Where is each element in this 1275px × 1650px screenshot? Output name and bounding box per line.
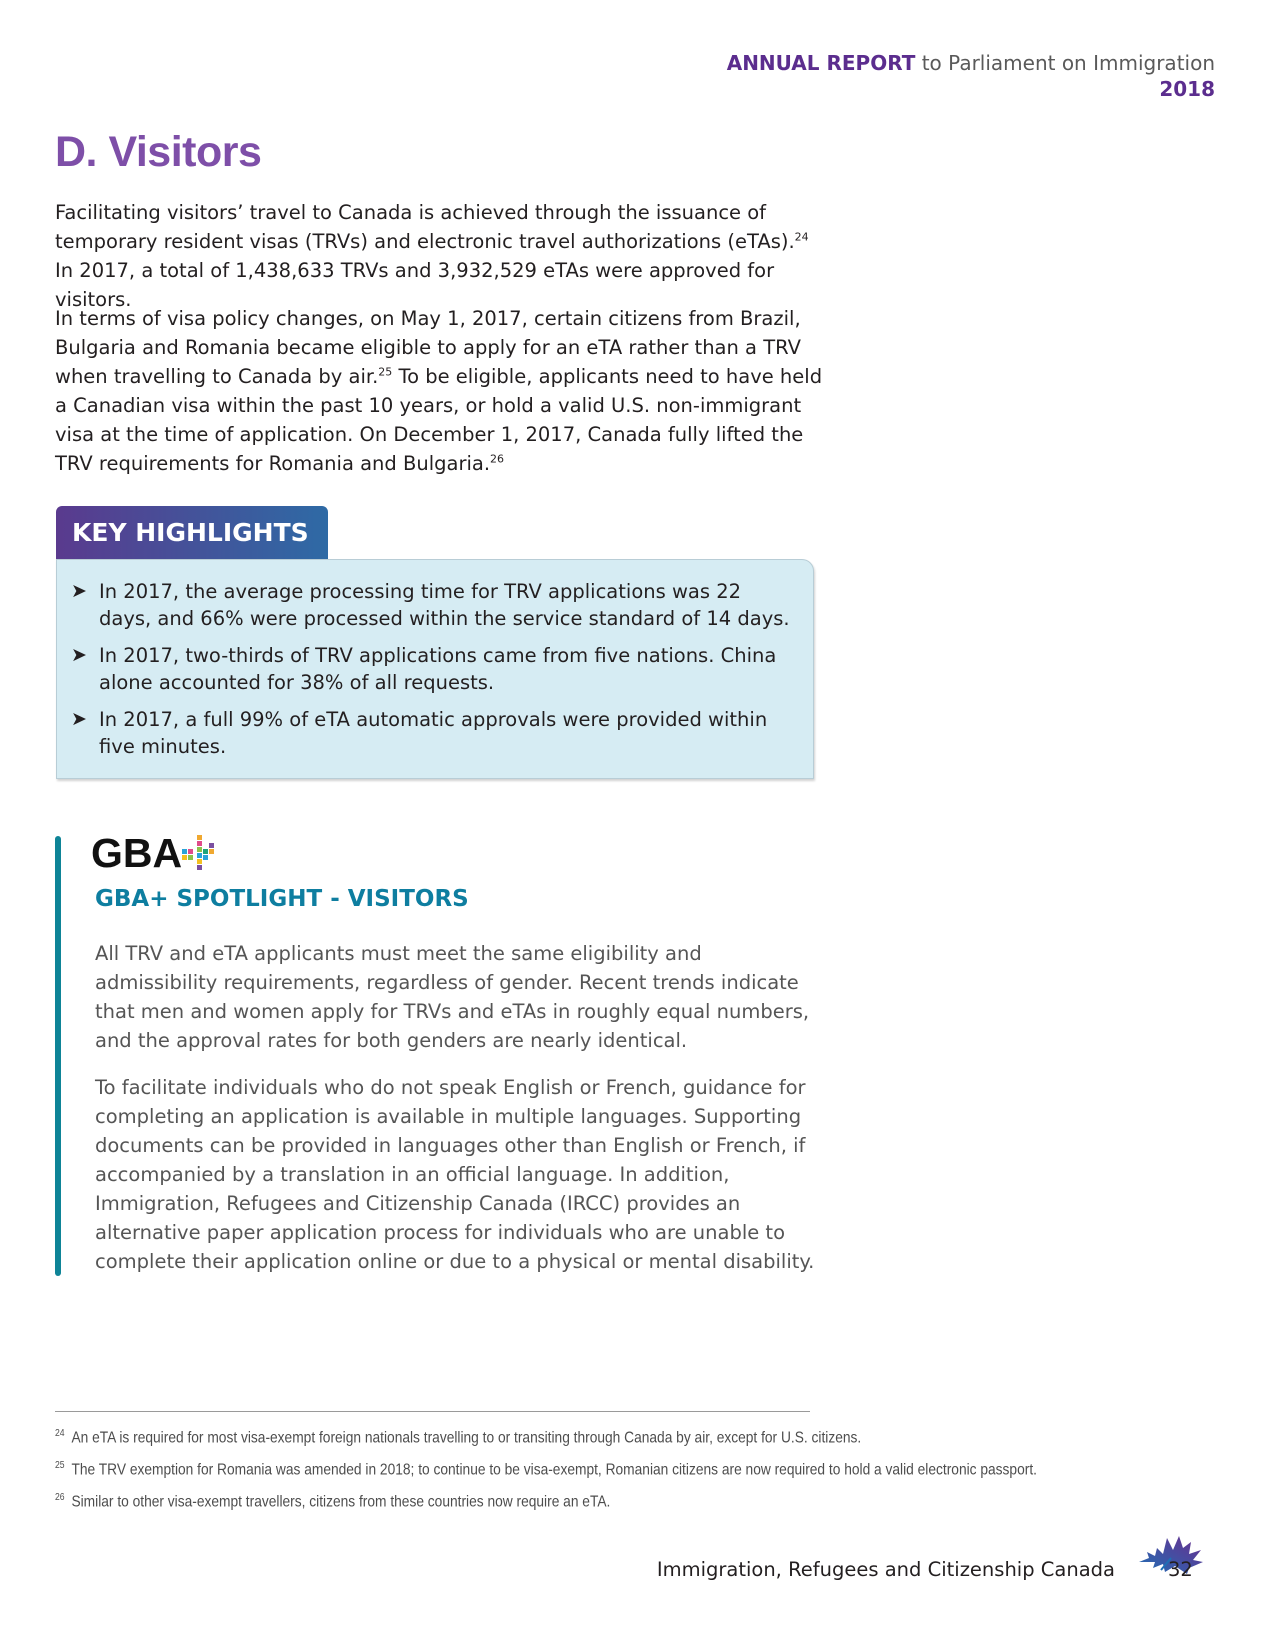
key-highlights-list bbox=[57, 560, 813, 760]
policy-text-b: To be eligible, applicants need to have held a Canadian visa within the past 10 years, or hold a valid U.S. non-immigrant visa at the time of application. On December 1, 2017, Canada fully lifted the TRV requirements for Romania and Bulgaria. bbox=[55, 365, 823, 475]
gba-spotlight-title: GBA+ SPOTLIGHT - VISITORS bbox=[95, 886, 469, 912]
page-number: 32 bbox=[1168, 1558, 1193, 1581]
footnote-divider bbox=[55, 1411, 810, 1412]
highlight-text: In 2017, two-thirds of TRV applications came from five nations. China alone accounted for 38% of all requests. bbox=[99, 644, 777, 694]
highlight-text: In 2017, a full 99% of eTA automatic approvals were provided within five minutes. bbox=[99, 708, 768, 758]
key-highlights-box bbox=[56, 559, 814, 779]
footnote-text: Similar to other visa-exempt travellers, citizens from these countries now require an eTA. bbox=[71, 1493, 611, 1511]
footnote-26 bbox=[55, 1488, 1070, 1512]
policy-text-a: In terms of visa policy changes, on May 1, 2017, certain citizens from Brazil, Bulgaria and Romania became eligible to apply for an eTA rather than a TRV when travelling to Canada by air. bbox=[55, 307, 801, 388]
intro-text-a: Facilitating visitors’ travel to Canada is achieved through the issuance of temporary resident visas (TRVs) and electronic travel authorizations (eTAs). bbox=[55, 201, 795, 253]
footnote-number: 24 bbox=[55, 1428, 65, 1439]
footnote-ref-26[interactable]: 26 bbox=[490, 452, 505, 466]
footnote-ref-25[interactable]: 25 bbox=[378, 365, 393, 379]
footnote-text: The TRV exemption for Romania was amended in 2018; to continue to be visa-exempt, Romanian citizens are now required to hold a valid electronic passport. bbox=[71, 1461, 1037, 1479]
gba-logo bbox=[91, 832, 218, 874]
section-title: D. Visitors bbox=[55, 128, 262, 176]
intro-paragraph bbox=[55, 198, 825, 314]
intro-text-b: In 2017, a total of 1,438,633 TRVs and 3,932,529 eTAs were approved for visitors. bbox=[55, 259, 775, 311]
report-year: 2018 bbox=[1159, 77, 1215, 101]
footnote-number: 25 bbox=[55, 1460, 65, 1471]
highlight-item bbox=[71, 642, 793, 696]
footnote-24 bbox=[55, 1424, 1070, 1448]
arrow-bullet-icon: ➤ bbox=[71, 644, 87, 666]
footnote-ref-24[interactable]: 24 bbox=[794, 230, 809, 244]
footnote-number: 26 bbox=[55, 1492, 65, 1503]
gba-accent-bar bbox=[55, 836, 61, 1276]
report-title-rest: to Parliament on Immigration bbox=[915, 51, 1215, 75]
gba-logo-text: GBA bbox=[91, 830, 183, 876]
policy-paragraph bbox=[55, 304, 825, 478]
gba-plus-icon bbox=[182, 835, 218, 871]
report-header bbox=[727, 50, 1215, 102]
highlight-item bbox=[71, 706, 793, 760]
highlight-item bbox=[71, 578, 793, 632]
highlight-text: In 2017, the average processing time for TRV applications was 22 days, and 66% were processed within the service standard of 14 days. bbox=[99, 580, 790, 630]
footer-organization: Immigration, Refugees and Citizenship Canada bbox=[656, 1558, 1115, 1581]
arrow-bullet-icon: ➤ bbox=[71, 580, 87, 602]
arrow-bullet-icon: ➤ bbox=[71, 708, 87, 730]
footnote-text: An eTA is required for most visa-exempt foreign nationals travelling to or transiting through Canada by air, except for U.S. citizens. bbox=[71, 1429, 862, 1447]
report-title-strong: ANNUAL REPORT bbox=[726, 51, 916, 75]
footnote-25 bbox=[55, 1456, 1070, 1480]
key-highlights-title: KEY HIGHLIGHTS bbox=[56, 506, 328, 559]
gba-paragraph-1: All TRV and eTA applicants must meet the same eligibility and admissibility requirements, regardless of gender. Recent trends indicate that men and women apply for TRVs and eTAs in roughly equal numbers, and the approval rates for both genders are nearly identical. bbox=[95, 942, 810, 1052]
gba-paragraph-2: To facilitate individuals who do not speak English or French, guidance for completing an application is available in multiple languages. Supporting documents can be provided in languages other than English or French, if accompanied by a translation in an official language. In addition, Immigration, Refugees and Citizenship Canada (IRCC) provides an alternative paper application process for individuals who are unable to complete their application online or due to a physical or mental disability. bbox=[95, 1076, 815, 1273]
